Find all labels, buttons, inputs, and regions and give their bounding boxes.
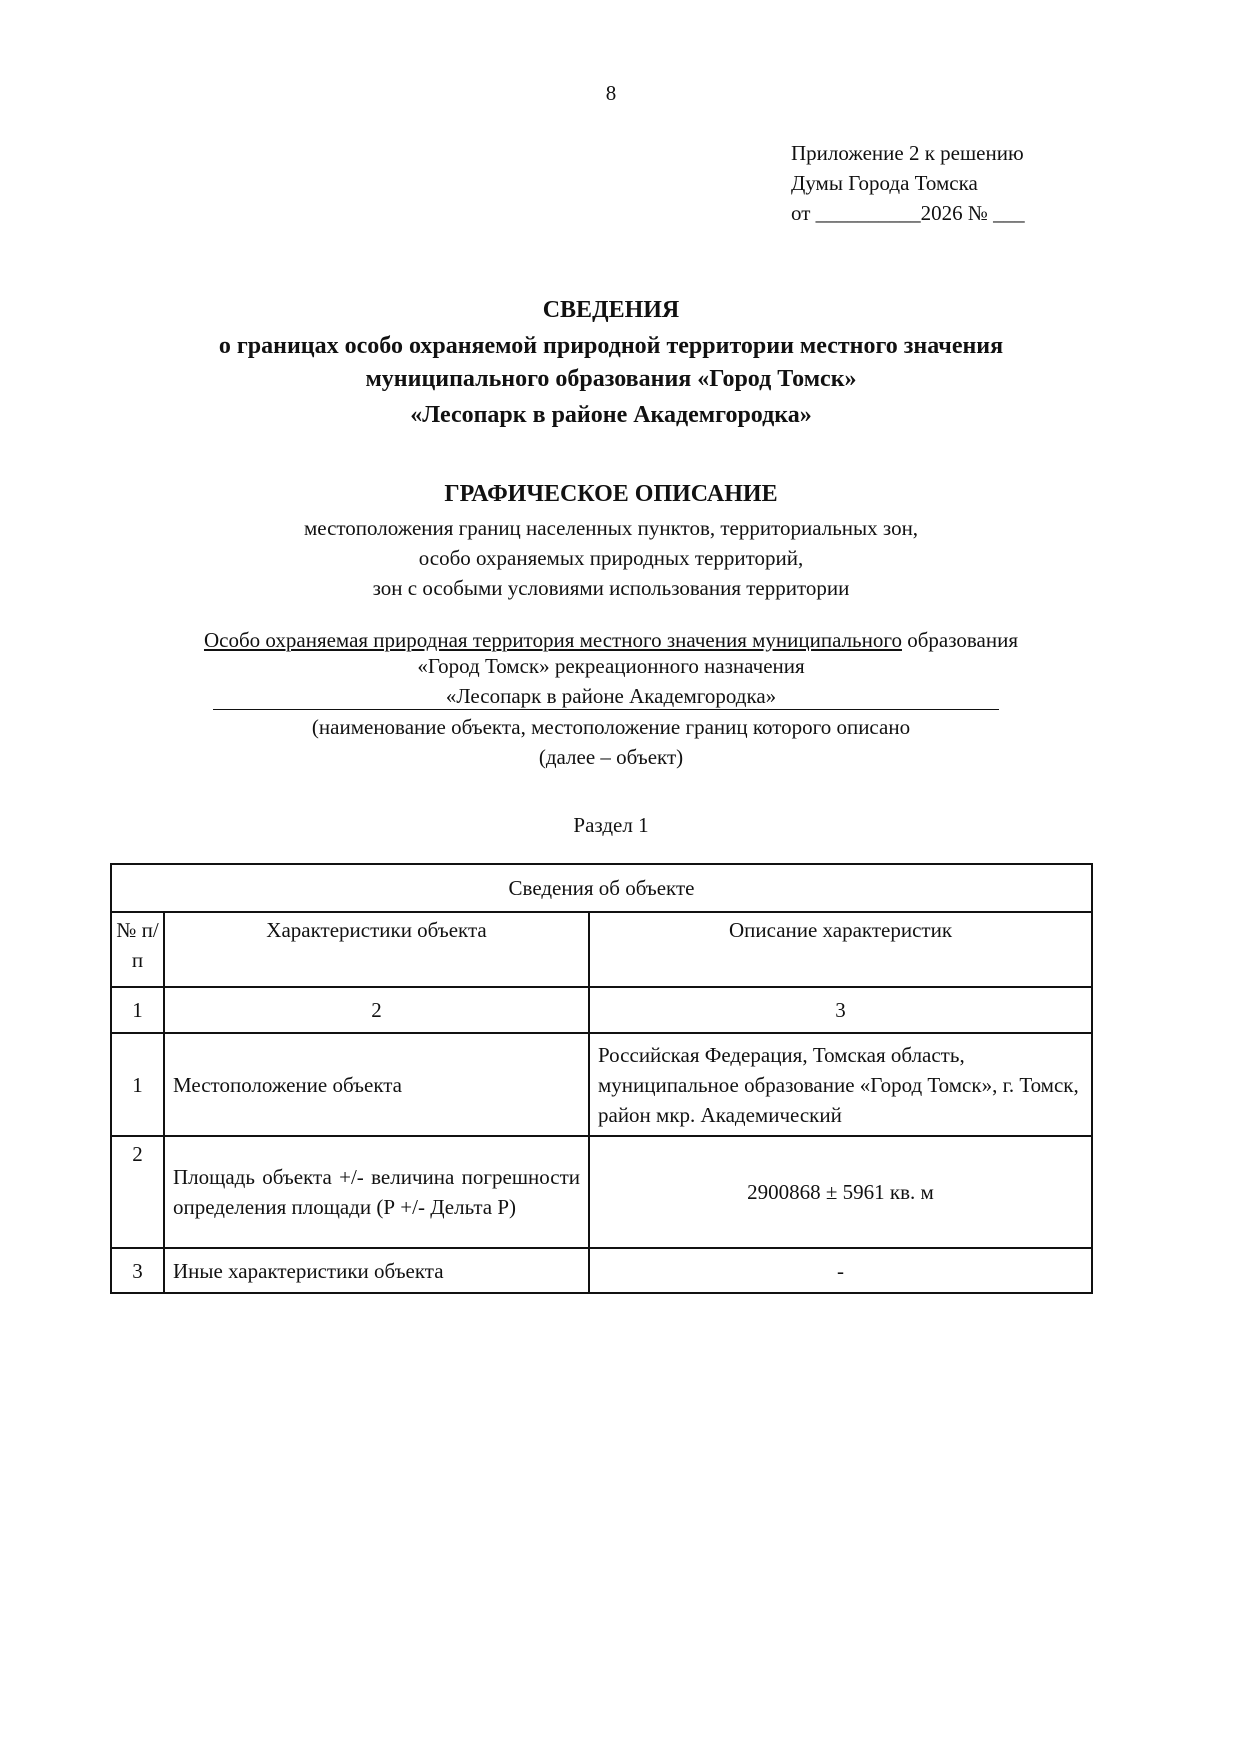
section-label: Раздел 1 [573,813,649,837]
row-value: - [589,1248,1092,1293]
appendix-line-2: Думы Города Томска [791,171,978,195]
header-description: Описание характеристик [589,912,1092,987]
row-number: 3 [111,1248,164,1293]
doc-title: СВЕДЕНИЯ [542,297,680,323]
doc-subtitle-1: о границах особо охраняемой природной территории местного значения [218,333,1004,359]
table-row [111,1248,1092,1293]
row-number: 2 [111,1136,164,1248]
row-characteristic: Местоположение объекта [164,1033,589,1136]
object-line-1 [0,628,1222,652]
row-number: 1 [111,1033,164,1136]
doc-subtitle-2: муниципального образования «Город Томск» [365,366,857,392]
page-number: 8 [605,81,617,105]
graphic-line-2: особо охраняемых природных территорий, [418,546,804,570]
object-info-table [110,863,1093,1294]
column-number-2: 2 [164,987,589,1033]
row-characteristic: Площадь объекта +/- величина погрешности определения площади (Р +/- Дельта Р) [164,1136,589,1248]
row-value: Российская Федерация, Томская область, муниципальное образование «Город Томск», г. Томск, район мкр. Академический [589,1033,1092,1136]
header-number: № п/п [111,912,164,987]
row-value: 2900868 ± 5961 кв. м [589,1136,1092,1248]
graphic-line-3: зон с особыми условиями использования территории [372,576,850,600]
graphic-line-1: местоположения границ населенных пунктов, территориальных зон, [303,516,919,540]
object-line-2: «Город Томск» рекреационного назначения [417,654,805,678]
column-number-3: 3 [589,987,1092,1033]
graphic-title: ГРАФИЧЕСКОЕ ОПИСАНИЕ [444,481,778,507]
table-title: Сведения об объекте [111,864,1092,912]
appendix-line-3: от __________2026 № ___ [791,201,1025,225]
appendix-line-1: Приложение 2 к решению [791,141,1024,165]
object-caption-2: (далее – объект) [538,745,684,769]
doc-subtitle-3: «Лесопарк в районе Академгородка» [410,402,812,428]
object-line-1-rest: образования [901,628,1018,652]
table-row [111,1136,1092,1248]
name-underline [213,709,999,710]
column-number-1: 1 [111,987,164,1033]
object-line-1-underlined: Особо охраняемая природная территория местного значения муниципального [203,628,902,652]
object-caption-1: (наименование объекта, местоположение границ которого описано [311,715,911,739]
table-row [111,1033,1092,1136]
object-line-3: «Лесопарк в районе Академгородка» [445,684,777,708]
row-characteristic: Иные характеристики объекта [164,1248,589,1293]
header-characteristics: Характеристики объекта [164,912,589,987]
